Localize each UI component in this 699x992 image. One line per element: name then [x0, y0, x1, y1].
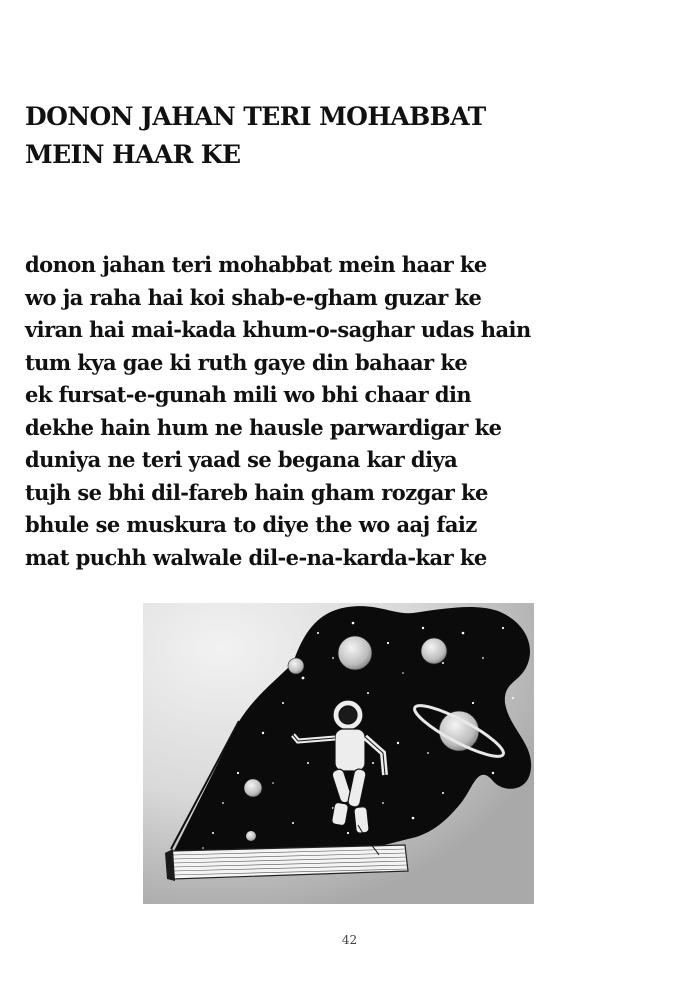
poem-line: mat puchh walwale dil-e-na-karda-kar ke [25, 544, 487, 570]
poem-line: dekhe hain hum ne hausle parwardigar ke [25, 414, 502, 440]
planet-small [421, 638, 447, 664]
poem-line: wo ja raha hai koi shab-e-gham guzar ke [25, 284, 482, 310]
poem-line: bhule se muskura to diye the wo aaj faiz [25, 512, 477, 537]
planet-large [338, 636, 372, 670]
poem-line: tujh se bhi dil-fareb hain gham rozgar ke [25, 479, 488, 505]
poem-line: donon jahan teri mohabbat mein haar ke [25, 252, 487, 277]
poem-title-line: MEIN HAAR KE [25, 140, 241, 169]
poem-title [25, 98, 665, 174]
poem-line: duniya ne teri yaad se begana kar diya [25, 447, 458, 472]
poem-line: viran hai mai-kada khum-o-saghar udas hain [25, 317, 531, 342]
poem-line: ek fursat-e-gunah mili wo bhi chaar din [25, 382, 472, 407]
page-number: 42 [341, 933, 358, 947]
poem-body [25, 249, 675, 574]
astronaut-book-illustration [143, 603, 534, 904]
planet-tiny [288, 658, 304, 674]
poem-title-line: DONON JAHAN TERI MOHABBAT [25, 102, 486, 131]
planet-bottom [246, 831, 256, 841]
poem-line: tum kya gae ki ruth gaye din bahaar ke [25, 349, 468, 375]
planet-lower-left [244, 779, 262, 797]
